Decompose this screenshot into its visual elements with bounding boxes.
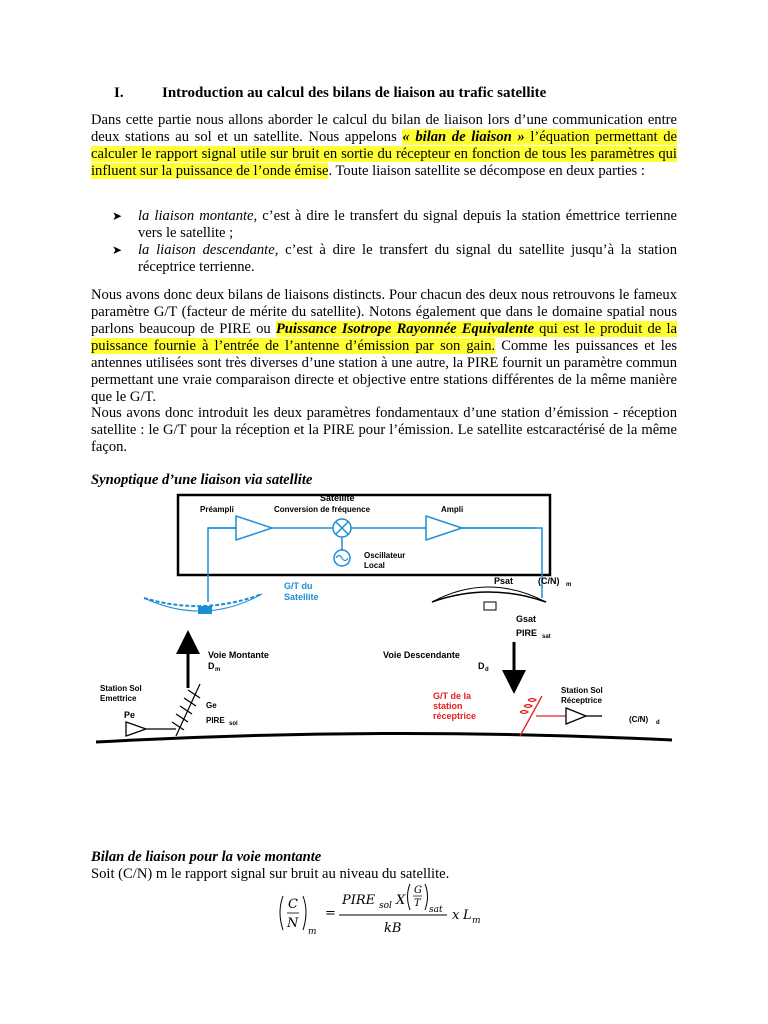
formula-t: T <box>414 898 421 909</box>
station-em-label-2: Emettrice <box>100 694 137 703</box>
station-rec-antenna <box>520 696 566 736</box>
formula-m: m <box>308 927 317 937</box>
dm-label: D <box>208 661 215 671</box>
synoptique-title: Synoptique d’une liaison via satellite <box>91 472 313 488</box>
tx-feed <box>484 602 496 610</box>
oscillateur-label: Oscillateur <box>364 551 406 560</box>
station-rec-label-2: Réceptrice <box>561 696 602 705</box>
uplink-formula <box>275 882 495 942</box>
local-label: Local <box>364 561 385 570</box>
satellite-tx-dish <box>432 592 546 602</box>
formula-equals: = <box>325 906 336 921</box>
pire-sol-sub: sol <box>229 721 238 727</box>
formula-g: G <box>414 885 422 896</box>
satellite-rx-dish <box>144 594 262 606</box>
cn-d-sub: d <box>656 720 660 726</box>
preampli-label: Préampli <box>200 505 234 514</box>
summary-paragraph: Nous avons donc introduit les deux paramètres fondamentaux d’une station d’émission - réception satellite : le G/T pour la réception et la PIRE pour l’émission. Le satellite estcaractérisé de la même façon. <box>91 405 677 455</box>
section-title: Introduction au calcul des bilans de liaison au trafic satellite <box>162 85 547 101</box>
dm-sub: m <box>215 667 221 673</box>
bullet-text: c’est à dire le transfert du signal depuis la station émettrice terrienne vers le satellite ; <box>138 208 677 241</box>
formula-c: C <box>288 897 298 912</box>
bullet-text: c’est à dire le transfert du signal du satellite jusqu’à la station réceptrice terrienne. <box>138 242 677 275</box>
earth-surface <box>96 733 672 742</box>
gt-station-label-1: G/T de la <box>433 691 472 701</box>
station-rec-label-1: Station Sol <box>561 686 603 695</box>
ampli-triangle <box>426 516 462 540</box>
bilan-title: Bilan de liaison pour la voie montante <box>91 849 322 865</box>
intro-text-end: . Toute liaison satellite se décompose en deux parties : <box>328 163 645 179</box>
list-item <box>112 208 677 242</box>
gt-station-label-3: réceptrice <box>433 711 477 721</box>
dd-sub: d <box>485 667 489 673</box>
gt-sat-label-1: G/T du <box>284 581 313 591</box>
formula-sat: sat <box>429 905 443 915</box>
rx-feed <box>198 606 212 614</box>
pire-text: Nous avons donc deux bilans de liaisons distincts. Pour chacun des deux nous retrouvons le fameux paramètre G/T (facteur de mérite du satellite). Notons également que dans le domaine spatial nous parlons beaucoup de PIRE ou <box>91 287 677 337</box>
psat-label: Psat <box>494 576 514 586</box>
pire-sat-label: PIRE <box>516 628 538 638</box>
cn-d-label: (C/N) <box>629 715 649 724</box>
pire-highlight: qui est le produit de la puissance fournie à l’entrée de l’antenne d’émission par son gain. <box>91 321 677 354</box>
gt-station-label-2: station <box>433 701 463 711</box>
formula-sol: sol <box>379 901 392 911</box>
section-number: I. <box>114 85 124 101</box>
section-heading <box>114 85 546 102</box>
voie-montante-label: Voie Montante <box>208 650 269 660</box>
intro-highlight: l’équation permettant de calculer le rapport signal utile sur bruit en sortie du récepteur en fonction de tous les paramètres qui influent sur la puissance de l’onde émise <box>91 129 677 179</box>
ge-label: Ge <box>206 701 217 710</box>
formula-n: N <box>287 916 299 931</box>
satellite-label: Satellite <box>320 493 355 503</box>
arrow-bullet-icon: ➤ <box>112 243 123 257</box>
cn-m-sub: m <box>566 582 572 588</box>
formula-pire: PIRE <box>342 893 376 908</box>
list-item <box>112 242 677 276</box>
station-em-amp <box>126 722 146 736</box>
pire-sol-label: PIRE <box>206 716 225 725</box>
formula-lm: m <box>472 916 481 926</box>
pire-term: Puissance Isotrope Rayonnée Equivalente <box>275 321 534 337</box>
intro-term: « bilan de liaison » <box>402 129 525 145</box>
voie-descendante-label: Voie Descendante <box>383 650 460 660</box>
gt-sat-label-2: Satellite <box>284 592 319 602</box>
formula-kb: kB <box>384 921 402 936</box>
satellite-link-diagram <box>96 490 672 752</box>
bullet-list <box>112 208 677 276</box>
pire-text-end: Comme les puissances et les antennes utilisées sont très diverses d’une station à une autre, la PIRE fournit un paramètre commun permettant une vraie comparaison directe et objective entre stations différentes de la même manière que le G/T. <box>91 338 678 405</box>
gsat-label: Gsat <box>516 614 537 624</box>
station-rec-amp <box>566 708 586 724</box>
pire-paragraph <box>91 287 677 406</box>
station-em-antenna <box>172 684 200 736</box>
bullet-term: la liaison descendante, <box>138 242 279 258</box>
bullet-term: la liaison montante, <box>138 208 258 224</box>
station-em-label-1: Station Sol <box>100 684 142 693</box>
formula-times: x <box>452 908 460 923</box>
pire-sat-sub: sat <box>542 634 551 640</box>
bilan-text: Soit (C/N) m le rapport signal sur bruit au niveau du satellite. <box>91 866 450 882</box>
formula-l: L <box>463 908 472 923</box>
intro-text: Dans cette partie nous allons aborder le calcul du bilan de liaison lors d’une communication entre deux stations au sol et un satellite. Nous appelons <box>91 112 677 145</box>
intro-paragraph <box>91 112 677 180</box>
preampli-triangle <box>236 516 272 540</box>
conversion-label: Conversion de fréquence <box>274 505 371 514</box>
cn-m-label: (C/N) <box>538 576 560 586</box>
pe-label: Pe <box>124 710 136 720</box>
dd-label: D <box>478 661 485 671</box>
ampli-label: Ampli <box>441 505 464 514</box>
formula-x: X <box>396 893 406 908</box>
arrow-bullet-icon: ➤ <box>112 209 123 223</box>
